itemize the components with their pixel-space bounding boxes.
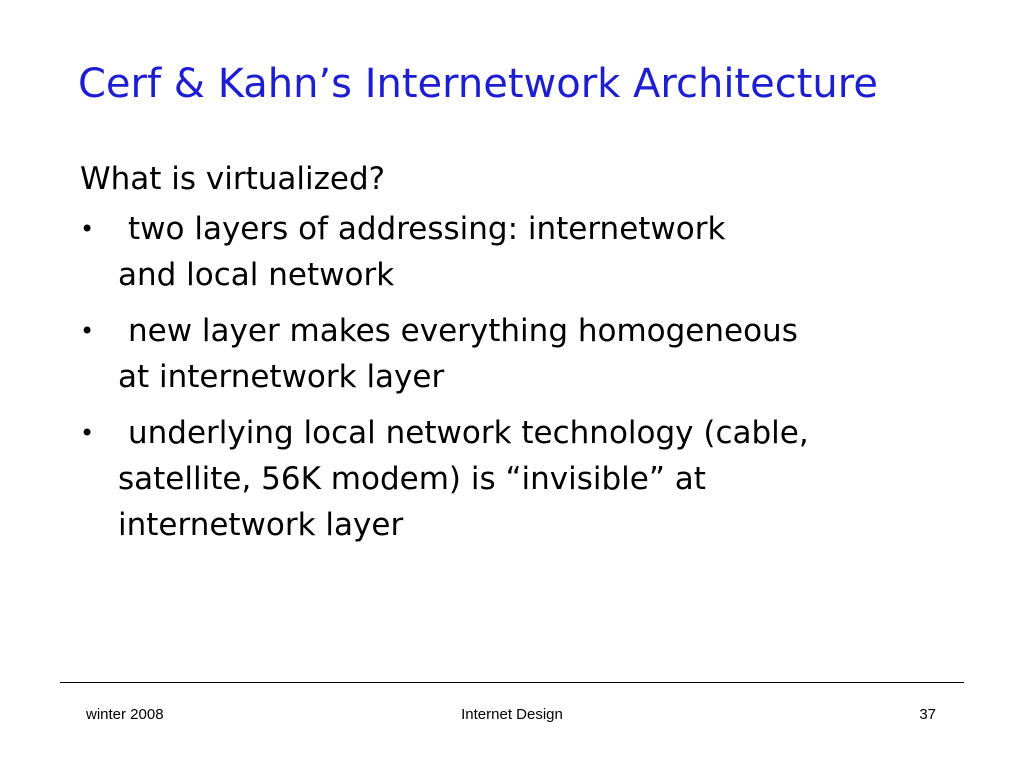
footer-course-title: Internet Design <box>461 706 563 723</box>
bullet-line: underlying local network technology (cable, <box>128 415 809 451</box>
bullet-line: new layer makes everything homogeneous <box>128 313 798 349</box>
bullet-item <box>80 308 960 400</box>
page-number: 37 <box>919 706 936 723</box>
bullet-line: at internetwork layer <box>118 359 445 395</box>
footer-divider <box>60 682 964 683</box>
slide-body <box>80 156 960 558</box>
bullet-icon: • <box>80 215 95 243</box>
bullet-list <box>80 206 960 548</box>
bullet-item <box>80 206 960 298</box>
bullet-icon: • <box>80 419 95 447</box>
bullet-line: two layers of addressing: internetwork <box>128 211 726 247</box>
bullet-icon: • <box>80 317 95 345</box>
bullet-line: internetwork layer <box>118 507 404 543</box>
bullet-line: and local network <box>118 257 395 293</box>
bullet-line: satellite, 56K modem) is “invisible” at <box>118 461 706 497</box>
footer-date: winter 2008 <box>86 706 164 723</box>
slide-title: Cerf & Kahn’s Internetwork Architecture <box>78 61 878 107</box>
intro-text: What is virtualized? <box>80 161 386 197</box>
bullet-item <box>80 410 960 548</box>
